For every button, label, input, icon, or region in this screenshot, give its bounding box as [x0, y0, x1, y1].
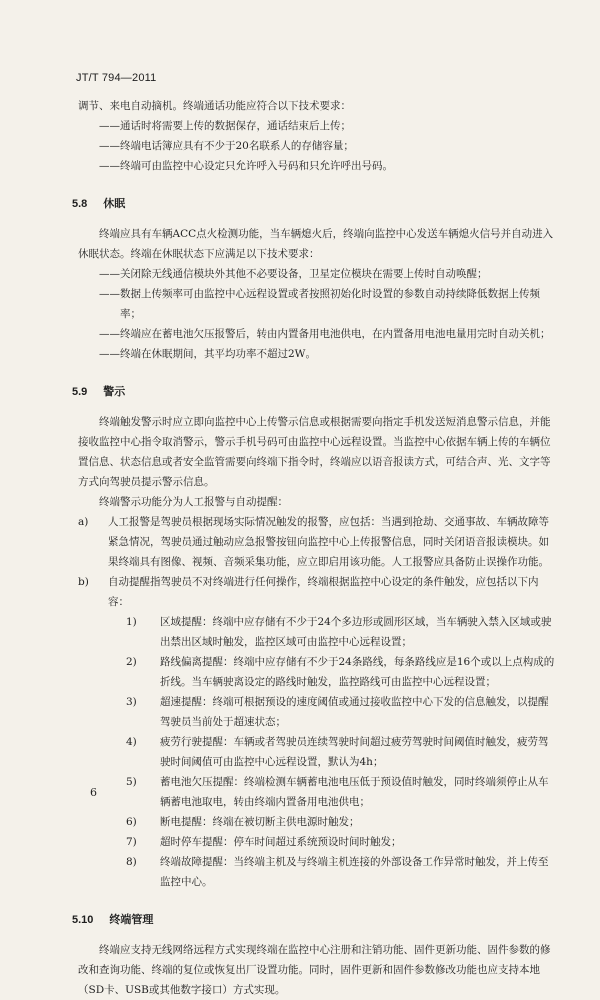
paragraph: 调节、来电自动摘机。终端通话功能应符合以下技术要求：: [78, 100, 351, 112]
sub-list-item: [126, 692, 558, 732]
sub-list-item: [126, 832, 558, 852]
section-number: 5.10: [72, 914, 94, 926]
sub-list-item: [126, 732, 558, 772]
list-item-b: [78, 572, 558, 612]
sub-list-item: [126, 652, 558, 692]
sub-list-marker: 6): [126, 816, 137, 828]
sub-list-marker: 4): [126, 736, 137, 748]
bullet-item: ——通话时将需要上传的数据保存，通话结束后上传；: [99, 120, 351, 132]
standard-code: JT/T 794—2011: [76, 72, 157, 84]
sub-list-marker: 7): [126, 836, 137, 848]
page-number: 6: [90, 786, 97, 799]
sub-list-marker: 1): [126, 616, 137, 628]
list-marker: b): [78, 576, 89, 588]
section-title: 终端管理: [109, 914, 154, 926]
section-title: 警示: [103, 386, 126, 398]
paragraph: 终端触发警示时应立即向监控中心上传警示信息或根据需要向指定手机发送短消息警示信息，并能接收监控中心指令取消警示，警示手机号码可由监控中心远程设置。当监控中心依据车辆上传的车辆位置信息、状态信息或者安全监管需要向终端下指令时，终端应以语音报读方式，可结合声、光、文字等方式向驾驶员提示警示信息。: [78, 416, 551, 488]
sub-list-marker: 3): [126, 696, 137, 708]
bullet-item: ——数据上传频率可由监控中心远程设置或者按照初始化时设置的参数自动持续降低数据上传频率；: [99, 288, 540, 320]
sub-list-marker: 8): [126, 856, 137, 868]
sub-list-marker: 2): [126, 656, 137, 668]
list-text: 自动提醒指驾驶员不对终端进行任何操作，终端根据监控中心设定的条件触发，应包括以下内容：: [108, 576, 539, 608]
page-content: [72, 96, 558, 1000]
sub-list-item: [126, 852, 558, 892]
bullet-item: ——终端可由监控中心设定只允许呼入号码和只允许呼出号码。: [99, 160, 393, 172]
section-heading-5-9: [72, 382, 558, 402]
sub-list-text: 蓄电池欠压提醒：终端检测车辆蓄电池电压低于预设值时触发，同时终端须停止从车辆蓄电池取电，转由终端内置备用电池供电；: [160, 776, 549, 808]
paragraph: 终端应具有车辆ACC点火检测功能，当车辆熄火后，终端向监控中心发送车辆熄火信号并自动进入休眠状态。终端在休眠状态下应满足以下技术要求：: [78, 228, 554, 260]
bullet-item: ——关闭除无线通信模块外其他不必要设备，卫星定位模块在需要上传时自动唤醒；: [99, 268, 488, 280]
section-number: 5.8: [72, 198, 88, 210]
sub-list-marker: 5): [126, 776, 137, 788]
paragraph: 终端应支持无线网络远程方式实现终端在监控中心注册和注销功能、固件更新功能、固件参数的修改和查询功能、终端的复位或恢复出厂设置功能。同时，固件更新和固件参数修改功能也应支持本地（SD卡、USB或其他数字接口）方式实现。: [78, 944, 551, 996]
sub-list-text: 区域提醒：终端中应存储有不少于24个多边形或圆形区域，当车辆驶入禁入区域或驶出禁出区域时触发，监控区域可由监控中心远程设置；: [160, 616, 552, 648]
sub-list-text: 终端故障提醒：当终端主机及与终端主机连接的外部设备工作异常时触发，并上传至监控中心。: [160, 856, 549, 888]
section-title: 休眠: [103, 198, 126, 210]
sub-list-item: [126, 812, 558, 832]
bullet-item: ——终端应在蓄电池欠压报警后，转由内置备用电池供电，在内置备用电池电量用完时自动关机；: [99, 328, 551, 340]
bullet-item: ——终端电话簿应具有不少于20名联系人的存储容量；: [99, 140, 354, 152]
section-heading-5-8: [72, 194, 558, 214]
sub-list-text: 路线偏离提醒：终端中应存储有不少于24条路线，每条路线应是16个或以上点构成的折线。当车辆驶离设定的路线时触发，监控路线可由监控中心远程设置；: [160, 656, 555, 688]
sub-list-item: [126, 772, 558, 812]
paragraph: 终端警示功能分为人工报警与自动提醒：: [99, 496, 288, 508]
list-text: 人工报警是驾驶员根据现场实际情况触发的报警，应包括：当遇到抢劫、交通事故、车辆故障等紧急情况，驾驶员通过触动应急报警按钮向监控中心上传报警信息，同时关闭语音报读模块。如果终端具有图像、视频、音频采集功能，应立即启用该功能。人工报警应具备防止误操作功能。: [108, 516, 549, 568]
sub-list-text: 断电提醒：终端在被切断主供电源时触发；: [160, 816, 360, 828]
sub-list-item: [126, 612, 558, 652]
sub-list-text: 疲劳行驶提醒：车辆或者驾驶员连续驾驶时间超过疲劳驾驶时间阈值时触发，疲劳驾驶时间阈值可由监控中心远程设置，默认为4h；: [160, 736, 549, 768]
section-heading-5-10: [72, 910, 558, 930]
sub-list-text: 超时停车提醒：停车时间超过系统预设时间时触发；: [160, 836, 402, 848]
list-marker: a): [78, 516, 89, 528]
section-number: 5.9: [72, 386, 88, 398]
sub-list-text: 超速提醒：终端可根据预设的速度阈值或通过接收监控中心下发的信息触发，以提醒驾驶员当前处于超速状态；: [160, 696, 549, 728]
list-item-a: [78, 512, 558, 572]
bullet-item: ——终端在休眠期间，其平均功率不超过2W。: [99, 348, 316, 360]
